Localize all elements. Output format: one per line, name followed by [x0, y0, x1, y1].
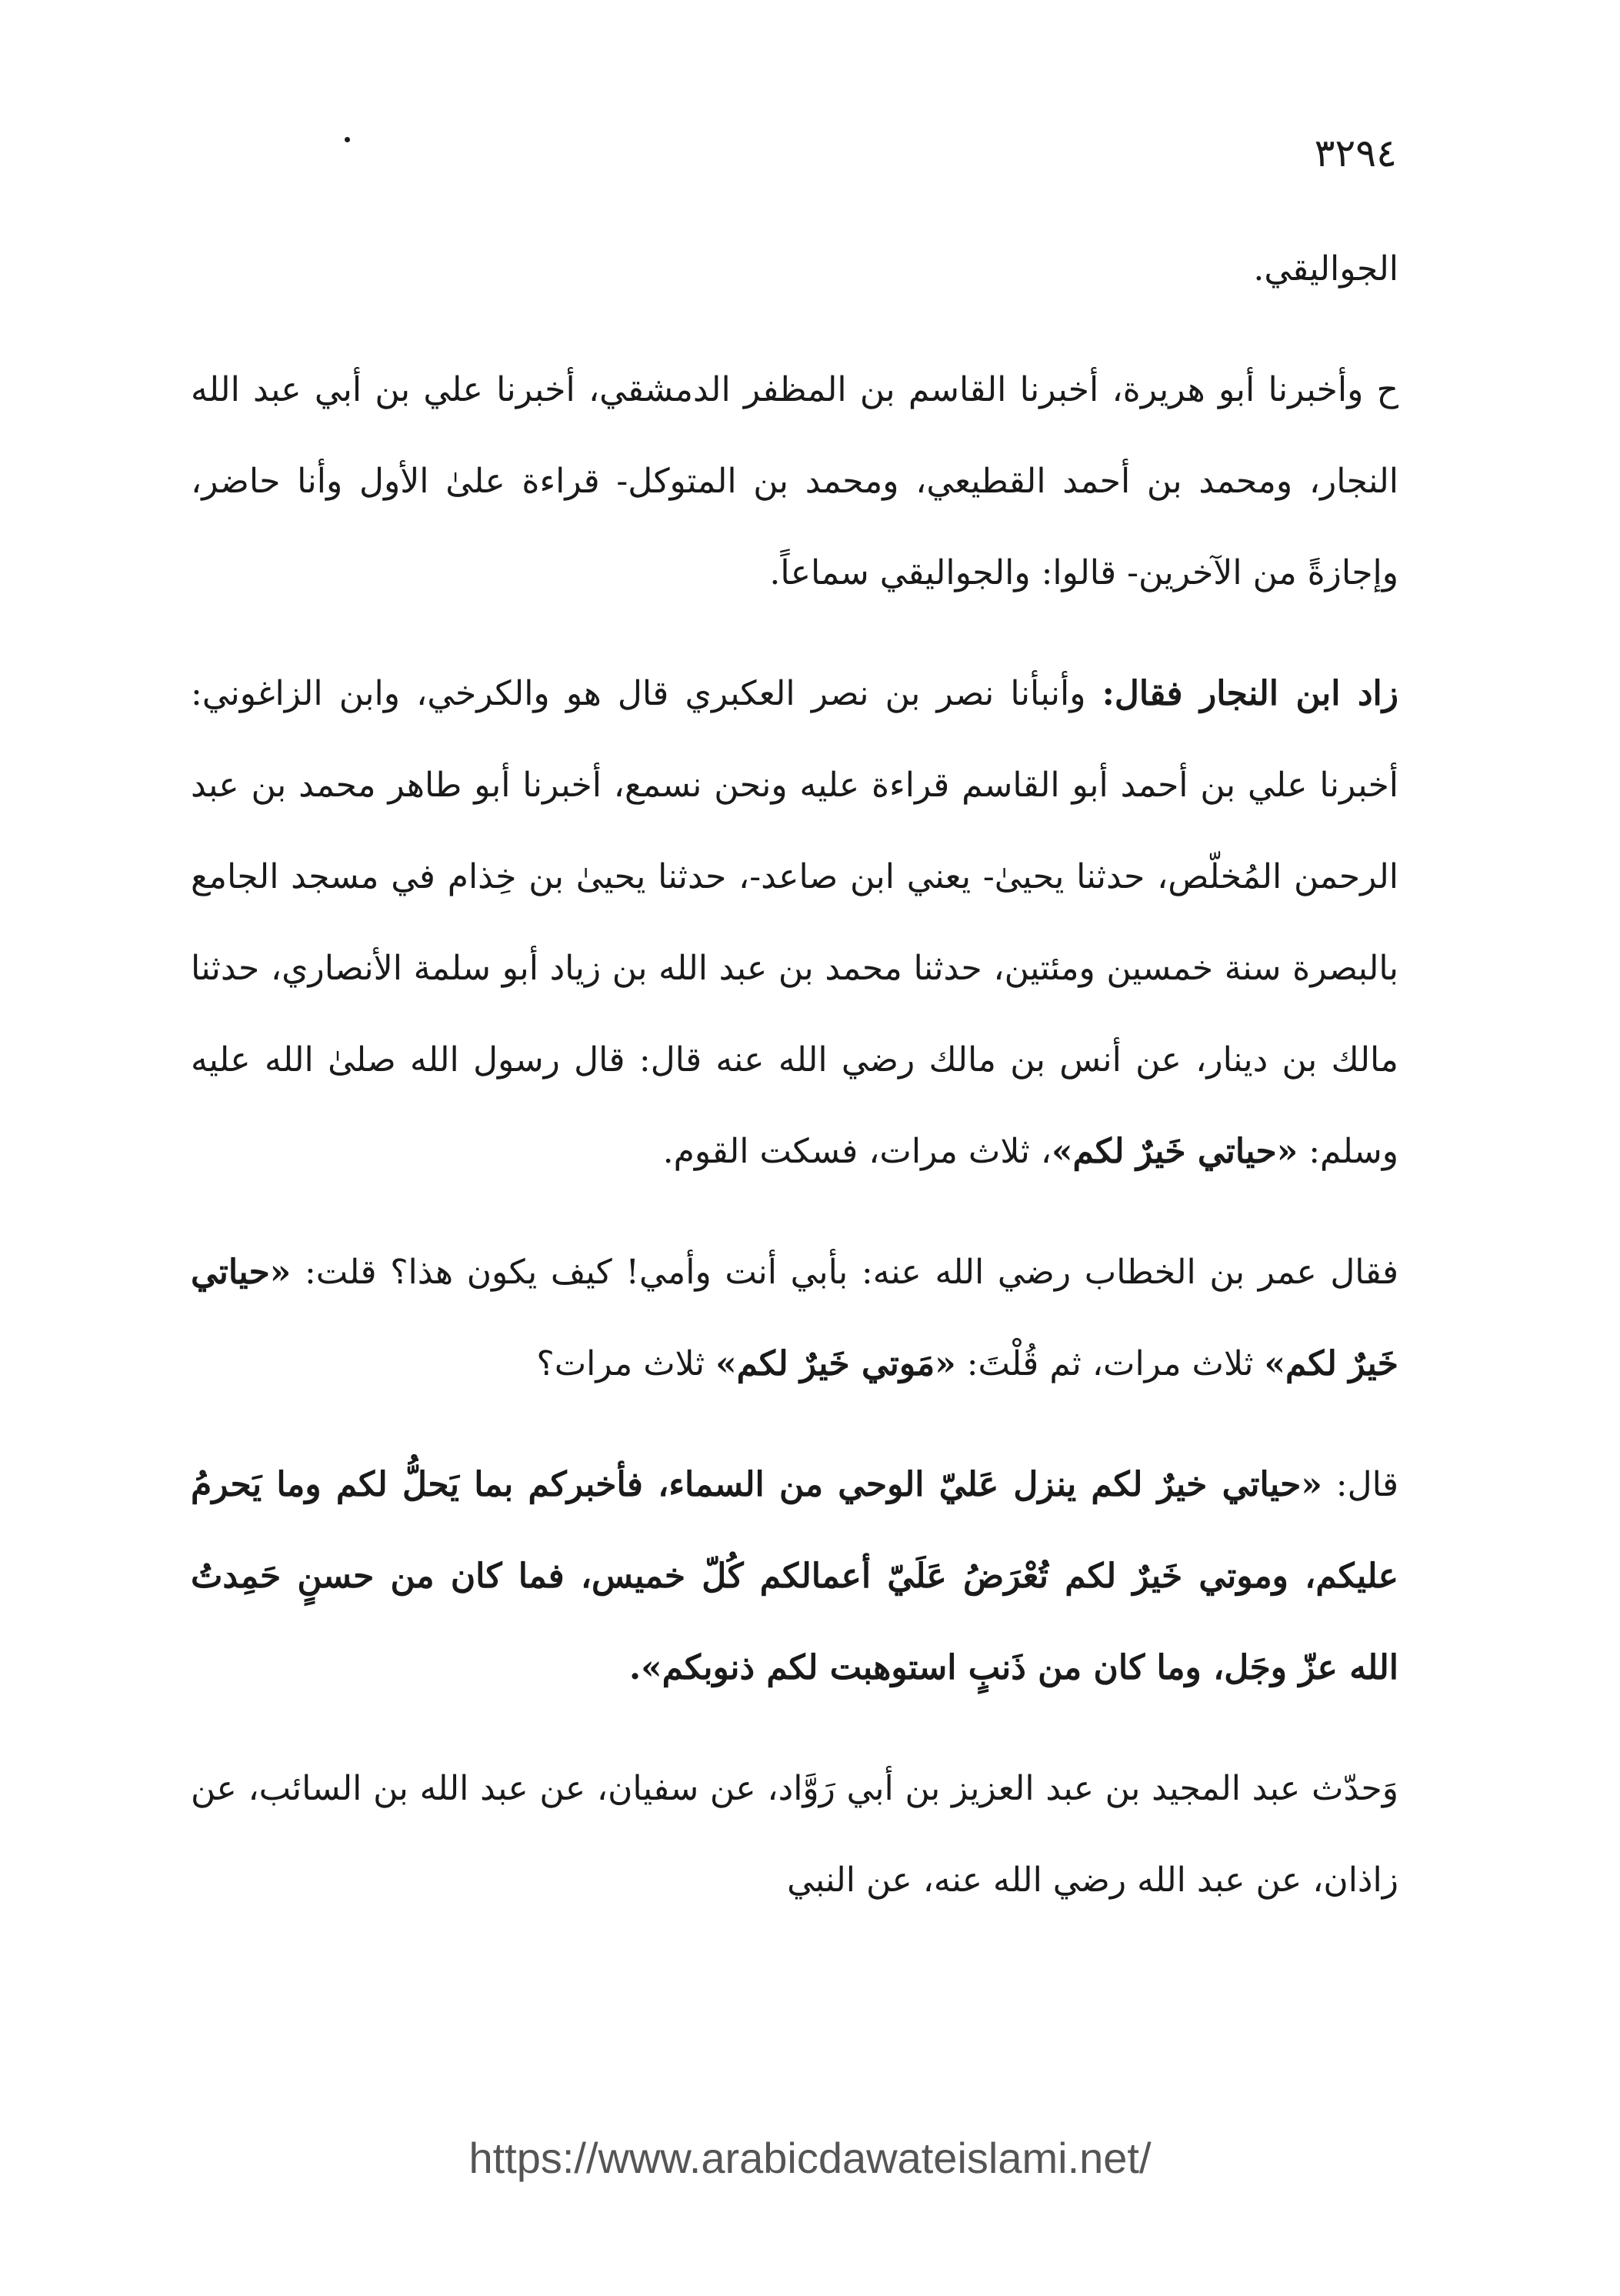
- watermark-url: https://www.arabicdawateislami.net/: [468, 2134, 1152, 2182]
- paragraph-4-quote-a: «حياتي خَيرٌ لكم»: [191, 1253, 1398, 1383]
- paragraph-6: [191, 1743, 1398, 1926]
- paragraph-2-text: ح وأخبرنا أبو هريرة، أخبرنا القاسم بن المظفر الدمشقي، أخبرنا علي بن أبي عبد الله النجار، ومحمد بن أحمد القطيعي، ومحمد بن المتوكل- قراءة علىٰ الأول وأنا حاضر، وإجازةً من الآخرين- قالوا: والجواليقي سماعاً.: [191, 370, 1398, 592]
- paragraph-3-quote: «حياتي خَيرٌ لكم»: [1052, 1132, 1298, 1171]
- page-number: ٣٢٩٤: [1314, 131, 1397, 175]
- paragraph-3-lead: زاد ابن النجار فقال:: [1102, 674, 1399, 713]
- paragraph-3-tail: ، ثلاث مرات، فسكت القوم.: [662, 1132, 1052, 1171]
- paragraph-2: [191, 344, 1398, 619]
- page-body: [191, 223, 1398, 1926]
- paragraph-5-text: «حياتي خيرٌ لكم ينزل عَليّ الوحي من السماء، فأخبركم بما يَحلُّ لكم وما يَحرمُ عليكم، وموتي خَيرٌ لكم تُعْرَضُ عَلَيّ أعمالكم كُلّ خميس، فما كان من حسنٍ حَمِدتُ الله عزّ وجَل، وما كان من ذَنبٍ استوهبت لكم ذنوبكم».: [191, 1465, 1398, 1687]
- paragraph-4-text-b: ثلاث مرات، ثم قُلْتَ:: [955, 1344, 1265, 1383]
- paragraph-4: [191, 1226, 1398, 1410]
- paragraph-4-text-c: ثلاث مرات؟: [536, 1344, 716, 1383]
- paragraph-3: [191, 648, 1398, 1197]
- paragraph-5: [191, 1439, 1398, 1714]
- paragraph-6-text: وَحدّث عبد المجيد بن عبد العزيز بن أبي رَوَّاد، عن سفيان، عن عبد الله بن السائب، عن زاذان، عن عبد الله رضي الله عنه، عن النبي: [191, 1769, 1398, 1900]
- ink-dot-mark: [345, 137, 350, 142]
- paragraph-4-text-a: فقال عمر بن الخطاب رضي الله عنه: بأبي أنت وأمي! كيف يكون هذا؟ قلت:: [291, 1253, 1398, 1292]
- paragraph-1-text: الجواليقي.: [1253, 249, 1398, 289]
- paragraph-5-lead: قال:: [1322, 1465, 1399, 1504]
- paragraph-4-quote-b: «مَوتي خَيرٌ لكم»: [715, 1344, 956, 1383]
- paragraph-1: [191, 223, 1398, 315]
- paragraph-3-text: وأنبأنا نصر بن نصر العكبري قال هو والكرخي، وابن الزاغوني: أخبرنا علي بن أحمد أبو القاسم قراءة عليه ونحن نسمع، أخبرنا أبو طاهر محمد بن عبد الرحمن المُخلّص، حدثنا يحيىٰ- يعني ابن صاعد-، حدثنا يحيىٰ بن خِذام في مسجد الجامع بالبصرة سنة خمسين ومئتين، حدثنا محمد بن عبد الله بن زياد أبو سلمة الأنصاري، حدثنا مالك بن دينار، عن أنس بن مالك رضي الله عنه قال: قال رسول الله صلىٰ الله عليه وسلم:: [191, 674, 1398, 1171]
